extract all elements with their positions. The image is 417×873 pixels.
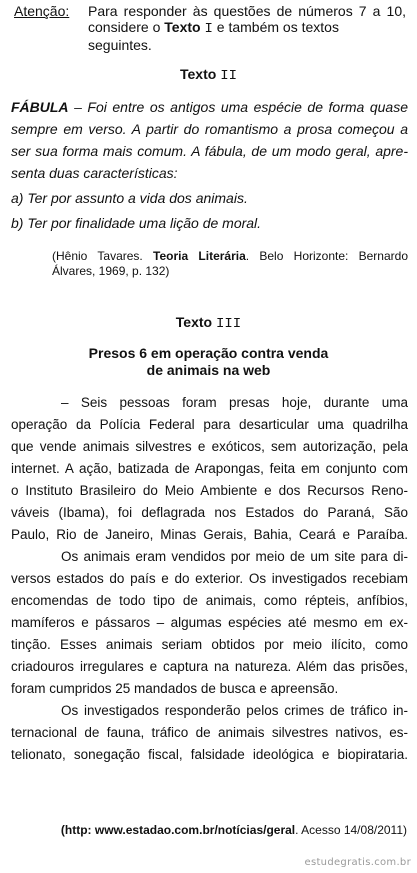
fabula-definition-start: – Foi entre os antigos uma espécie de forma quase [68,99,408,115]
attention-text [88,3,406,53]
paragraph-3-line-1: Os investigados responderão pelos crimes de tráfico in- [61,703,408,718]
paragraph-2-line-7: foram cumpridos 25 mandados de busca e apreensão. [11,681,339,696]
attention-line-2-post: e também os textos seguintes. [88,19,339,53]
fabula-term: FÁBULA [11,99,69,115]
texto2-item-b: b) Ter por finalidade uma lição de moral. [11,215,262,231]
paragraph-1-line-3: que vende animais silvestres e exóticos, sem autorização, pela [11,439,408,454]
paragraph-1-line-6: váveis (Ibama), foi deflagrada nos Estados do Paraná, São [11,505,408,520]
texto3-heading [0,313,417,333]
texto2-line-2: sempre em verso. A partir do romantismo a prosa começou a [11,121,408,137]
attention-line-2-pre: considere o [88,19,165,35]
citation-line-1 [52,249,408,264]
attention-line-1: Para responder às questões de números 7 a 10, [88,3,406,19]
paragraph-1-line-7: Paulo, Rio de Janeiro, Minas Gerais, Bahia, Ceará e Paraíba. [11,527,408,542]
paragraph-3-line-3: telionato, sonegação fiscal, falsidade ideológica e biopirataria. [11,747,408,762]
article-title [0,345,417,379]
paragraph-1-line-5: o Instituto Brasileiro do Meio Ambiente e dos Recursos Reno- [11,483,408,498]
attention-line-2 [88,19,406,53]
watermark: estudegratis.com.br [304,857,411,868]
texto2-item-a: a) Ter por assunto a vida dos animais. [11,190,248,206]
texto2-heading-roman: II [220,68,237,84]
attention-label: Atenção: [14,3,70,19]
article-body [11,392,408,766]
attention-texto-roman: I [204,21,213,37]
texto2-body [11,96,408,234]
paragraph-1-line-1: – Seis pessoas foram presas hoje, durante uma [61,395,408,410]
paragraph-2-line-2: versos estados do país e do exterior. Os investigados recebiam [11,571,408,586]
texto2-line-3: ser sua forma mais comum. A fábula, de um modo geral, apre- [11,143,408,159]
texto2-citation [52,249,408,279]
paragraph-2-line-1: Os animais eram vendidos por meio de um site para di- [61,549,408,564]
texto3-heading-word: Texto [175,314,213,330]
paragraph-1-line-2: operação da Polícia Federal para desarticular uma quadrilha [11,417,408,432]
paragraph-1-line-4: internet. A ação, batizada de Arapongas, feita em conjunto com [11,461,408,476]
texto2-line-4: senta duas características: [11,165,178,181]
texto2-line-1 [11,96,408,118]
source-access-date: . Acesso 14/08/2011) [295,823,407,837]
source-url: (http: www.estadao.com.br/notícias/geral [60,823,296,837]
article-title-line-2: de animais na web [146,362,271,378]
citation-publisher: . Belo Horizonte: Bernardo [245,249,408,263]
citation-author: (Hênio Tavares. [52,249,154,263]
attention-texto-word: Texto [164,19,201,35]
article-source [61,823,407,838]
paragraph-2-line-3: encomendas de todo tipo de animais, como répteis, anfíbios, [11,593,408,608]
paragraph-2-line-6: criadouros irregulares e captura na natureza. Além das prisões, [11,659,408,674]
texto2-heading [0,65,417,85]
article-title-line-1: Presos 6 em operação contra venda [88,345,329,361]
paragraph-2-line-4: mamíferos e pássaros – algumas espécies até mesmo em ex- [11,615,408,630]
citation-title: Teoria Literária [153,249,246,263]
paragraph-2-line-5: tinção. Esses animais seriam obtidos por meio ilícito, como [11,637,408,652]
paragraph-3-line-2: ternacional de fauna, tráfico de animais silvestres nativos, es- [11,725,408,740]
texto3-heading-roman: III [215,316,242,332]
citation-line-2: Álvares, 1969, p. 132) [52,264,170,278]
texto2-heading-word: Texto [179,66,217,82]
